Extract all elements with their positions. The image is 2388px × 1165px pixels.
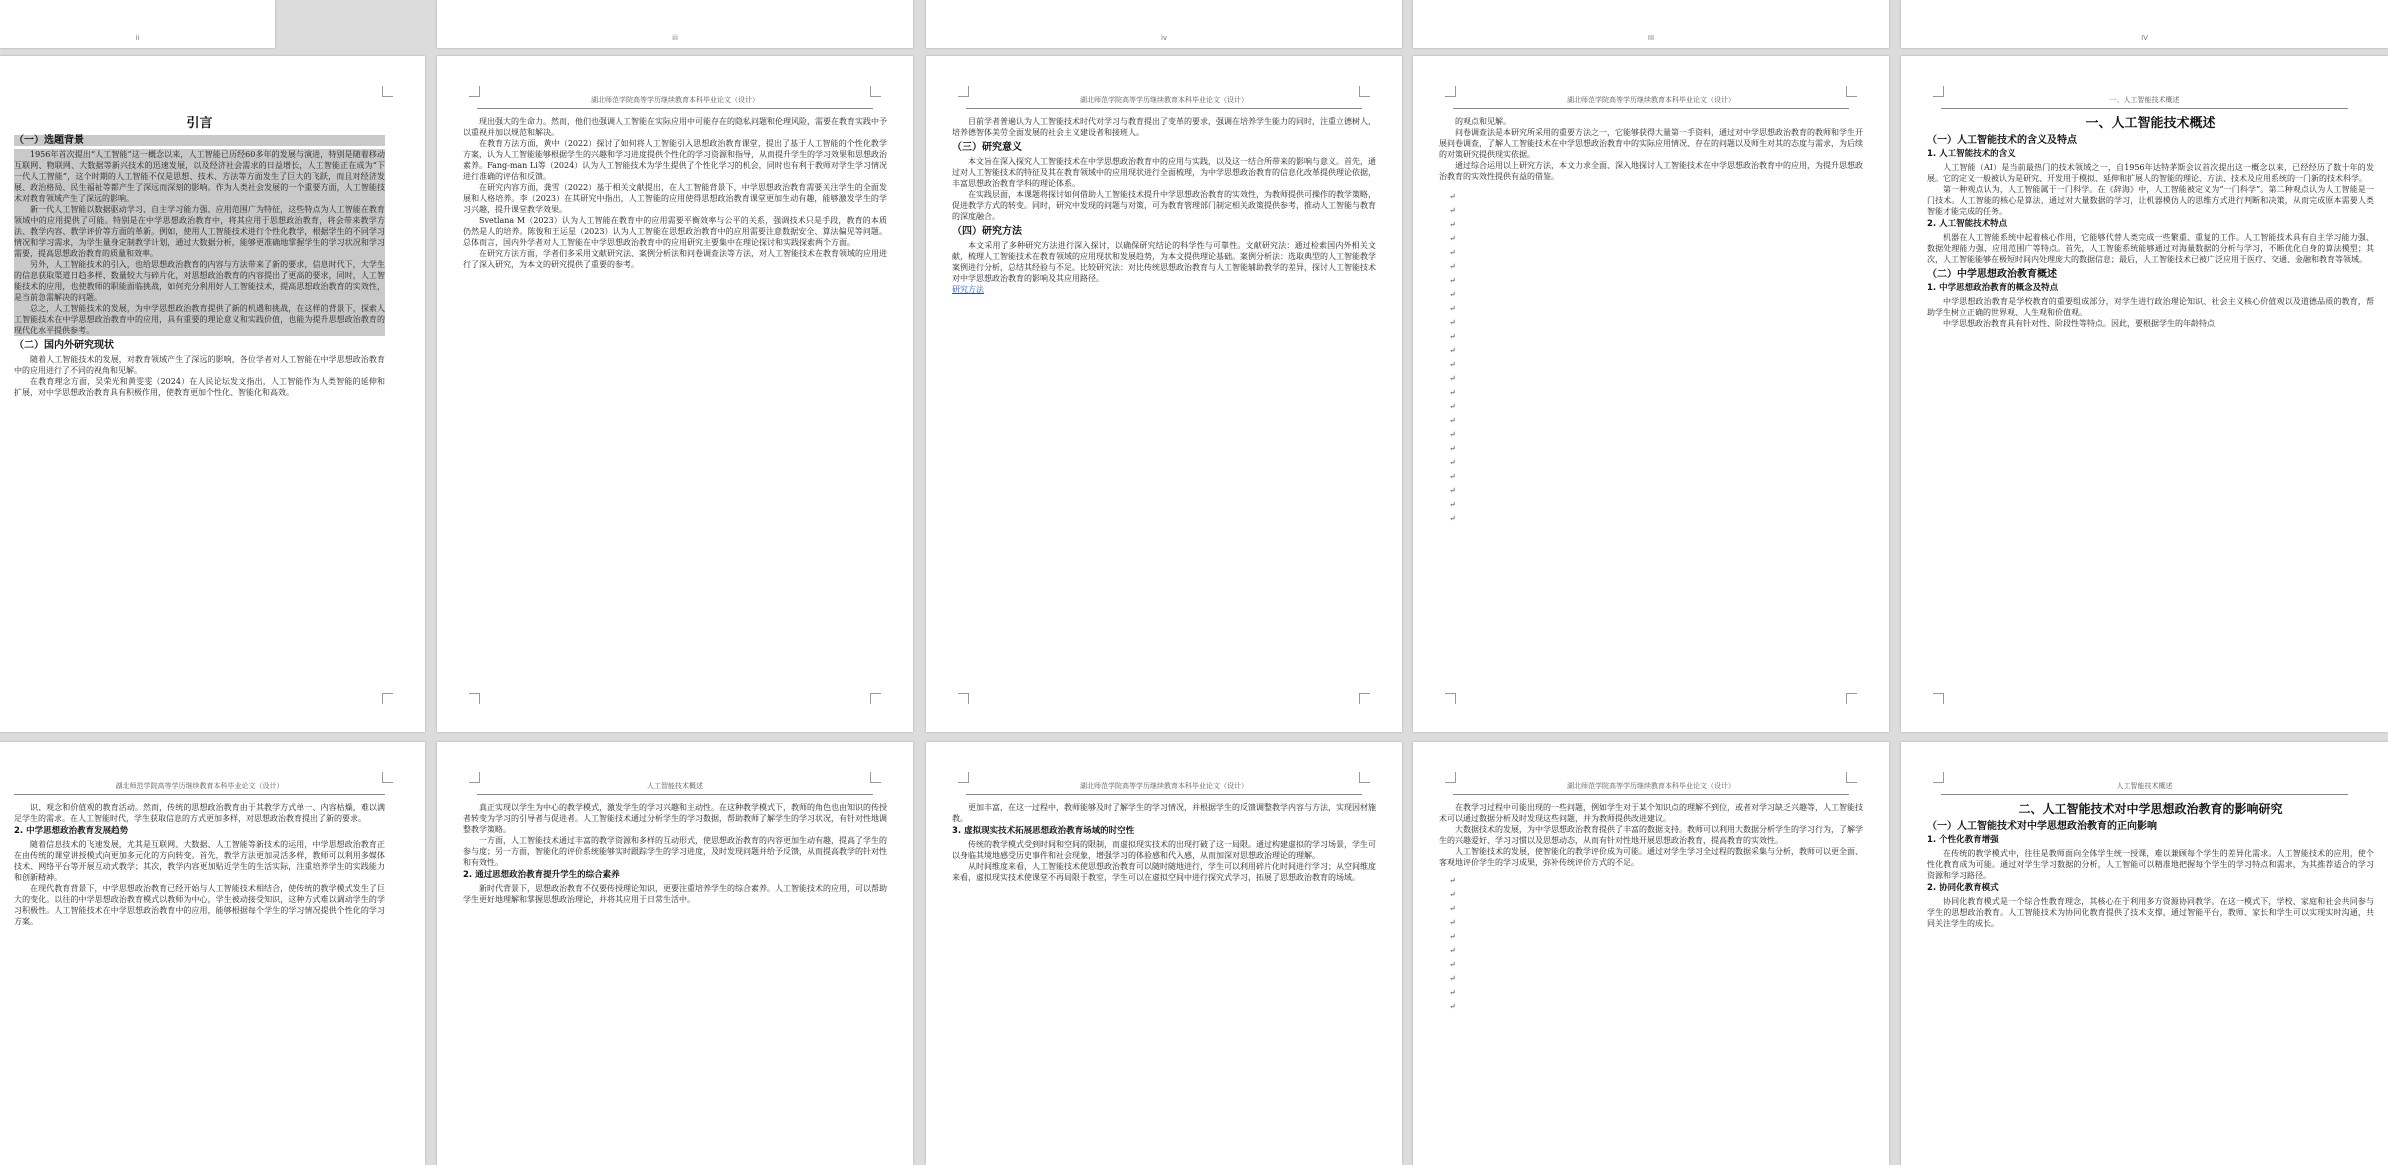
paragraph: 在现代教育背景下，中学思想政治教育已经开始与人工智能技术相结合，使传统的教学模式发生了巨大的变化。以往的中学思想政治教育模式以教师为中心，学生被动接受知识，这种方式难以调动学生的学习积极性。人工智能技术在中学思想政治教育中的应用，能够根据每个学生的学习情况提供个性化的学习方案。: [14, 884, 385, 926]
paragraph: 1956年首次提出“人工智能”这一概念以来，人工智能已历经60多年的发展与演进，特别是随着移动互联网、物联网、大数据等新兴技术的迅速发展，以及经济社会需求的日益增长，人工智能正在成为“下一代人工智能”，这个时期的人工智能不仅是思想、技术、方法等方面发生了巨大的飞跃，而且对经济发展、政治格局、民生福祉等都产生了深远而深刻的影响。作为人类社会发展的一个重要方面，人工智能技术对教育领域产生了深远的影响。: [14, 150, 385, 203]
empty-paragraph-marks: ↵ ↵ ↵ ↵ ↵ ↵ ↵ ↵ ↵ ↵ ↵ ↵ ↵ ↵ ↵ ↵ ↵ ↵ ↵ ↵ ↵ ↵ ↵ ↵: [1449, 192, 1456, 523]
page-number: III: [1647, 34, 1655, 42]
section-heading: （一）人工智能技术对中学思想政治教育的正向影响: [1927, 821, 2157, 832]
page-body[interactable]: [14, 802, 385, 1165]
page-header: 人工智能技术概述: [477, 780, 873, 795]
paragraph: 机器在人工智能系统中起着核心作用，它能够代替人类完成一些繁重、重复的工作。人工智能技术具有自主学习能力强、数据处理能力强、应用范围广等特点。首先，人工智能系统能够通过对海量数据的分析与学习，不断优化自身的算法模型；其次，人工智能能够在极短时间内处理庞大的数据信息；最后，人工智能技术已被广泛应用于医疗、交通、金融和教育等领域。: [1927, 233, 2374, 264]
paragraph: 随着信息技术的飞速发展，尤其是互联网、大数据、人工智能等新技术的运用，中学思想政治教育正在由传统的课堂讲授模式向更加多元化的方向转变。首先，教学方法更加灵活多样，教师可以利用多媒体技术、网络平台等开展互动式教学；其次，教学内容更加贴近学生的生活实际，注重培养学生的实践能力和创新精神。: [14, 840, 385, 882]
page-top-1: [0, 0, 275, 48]
paragraph: 第一种观点认为，人工智能属于一门科学。在《辞海》中，人工智能被定义为“一门科学”。第二种观点认为人工智能是一门技术。人工智能的核心是算法，通过对大量数据的学习，让机器模仿人的思维方式进行判断和决策，从而完成原本需要人类智能才能完成的任务。: [1927, 185, 2374, 216]
page-body[interactable]: [952, 116, 1376, 698]
page-body[interactable]: [14, 116, 385, 698]
subsection-heading: 1. 人工智能技术的含义: [1927, 149, 2016, 159]
section-heading: （二）国内外研究现状: [14, 340, 114, 351]
paragraph: 在研究内容方面，龚雪（2022）基于相关文献提出，在人工智能背景下，中学思想政治教育需要关注学生的全面发展和人格培养。李（2023）在其研究中指出，人工智能的应用使得思想政治教育课堂更加生动有趣，能够激发学生的学习兴趣，提升课堂教学效果。: [463, 183, 887, 214]
document-page[interactable]: [926, 742, 1402, 1165]
section-title: 二、人工智能技术对中学思想政治教育的影响研究: [2018, 802, 2283, 816]
section-heading: （二）中学思想政治教育概述: [1927, 269, 2057, 280]
page-header: 湖北师范学院高等学历继续教育本科毕业论文（设计）: [477, 94, 873, 109]
section-heading: （三）研究意义: [952, 142, 1022, 153]
page-number: iv: [1160, 34, 1168, 42]
page-header: 湖北师范学院高等学历继续教育本科毕业论文（设计）: [1453, 780, 1849, 795]
section-title: 一、人工智能技术概述: [2085, 116, 2216, 131]
paragraph: 目前学者普遍认为人工智能技术时代对学习与教育提出了变革的要求，强调在培养学生能力的同时，注重立德树人，培养德智体美劳全面发展的社会主义建设者和接班人。: [952, 117, 1376, 137]
page-body[interactable]: [463, 116, 887, 698]
paragraph: 在教学习过程中可能出现的一些问题，例如学生对于某个知识点的理解不到位，或者对学习缺乏兴趣等，人工智能技术可以通过数据分析及时发现这些问题，并为教师提供改进建议。: [1439, 803, 1863, 823]
subsection-heading: 2. 人工智能技术特点: [1927, 219, 2008, 229]
page-body[interactable]: [463, 802, 887, 1165]
document-page[interactable]: [1413, 742, 1889, 1165]
page-body[interactable]: [1927, 116, 2374, 698]
page-body[interactable]: [1927, 802, 2374, 1165]
paragraph: 在实践层面，本课题将探讨如何借助人工智能技术提升中学思想政治教育的实效性，为教师提供可操作的教学策略，促进教学方式的转变。同时，研究中发现的问题与对策，可为教育管理部门制定相关政策提供参考，推动人工智能与教育的深度融合。: [952, 190, 1376, 221]
page-body[interactable]: [1439, 802, 1863, 1165]
paragraph: 问卷调查法是本研究所采用的重要方法之一，它能够获得大量第一手资料，通过对中学思想政治教育的教师和学生开展问卷调查，了解人工智能技术在中学思想政治教育中的实际应用情况、存在的问题以及师生对其的态度与需求，为后续的对策研究提供现实依据。: [1439, 128, 1863, 159]
paragraph: 本文采用了多种研究方法进行深入探讨，以确保研究结论的科学性与可靠性。文献研究法：通过检索国内外相关文献，梳理人工智能技术在教育领域的应用现状和发展趋势，为本文提供理论基础。案例分析法：选取典型的人工智能教学案例进行分析，总结其经验与不足。比较研究法：对比传统思想政治教育与人工智能辅助教学的差异，探讨人工智能技术对中学思想政治教育的影响及其应用路径。: [952, 241, 1376, 283]
hyperlink[interactable]: 研究方法: [952, 285, 984, 294]
paragraph: 新一代人工智能以数据驱动学习、自主学习能力强、应用范围广为特征，这些特点为人工智能在教育领域中的应用提供了可能。特别是在中学思想政治教育中，将其应用于思想政治教育，将会带来教学方法、教学内容、教学评价等方面的革新。例如，使用人工智能技术进行个性化教学，根据学生的不同学习情况和学习需求，为学生量身定制教学计划，通过大数据分析，能够更准确地掌握学生的学习状况和学习需要，提高思想政治教育的质量和效率。: [14, 205, 385, 258]
section-heading: （四）研究方法: [952, 226, 1022, 237]
paragraph: 在传统的教学模式中，往往是教师面向全体学生统一授课，难以兼顾每个学生的差异化需求。人工智能技术的应用，使个性化教育成为可能。通过对学生学习数据的分析，人工智能可以精准地把握每个学生的学习特点和需求，为其推荐适合的学习资源和学习路径。: [1927, 849, 2374, 880]
document-page[interactable]: [1413, 56, 1889, 732]
paragraph: 传统的教学模式受到时间和空间的限制，而虚拟现实技术的出现打破了这一局限。通过构建虚拟的学习场景，学生可以身临其境地感受历史事件和社会现象，增强学习的体验感和代入感，从而加深对思想政治理论的理解。: [952, 840, 1376, 860]
paragraph: 大数据技术的发展，为中学思想政治教育提供了丰富的数据支持。教师可以利用大数据分析学生的学习行为，了解学生的兴趣爱好、学习习惯以及思想动态，从而有针对性地开展思想政治教育，提高教育的实效性。: [1439, 825, 1863, 845]
paragraph: 在教育方法方面，黄中（2022）探讨了如何将人工智能引入思想政治教育课堂，提出了基于人工智能的个性化教学方案，认为人工智能能够根据学生的兴趣和学习进度提供个性化的学习资源和指导，从而提升学生的学习效果和思想政治素养。Fang-man Li等（2024）认为人工智能技术为学生提供了个性化学习的机会，同时也有利于教师对学生学习情况进行准确的评估和反馈。: [463, 139, 887, 181]
page-header: 人工智能技术概述: [1941, 780, 2348, 795]
paragraph: 协同化教育模式是一个综合性教育理念，其核心在于利用多方资源协同教学。在这一模式下，学校、家庭和社会共同参与学生的思想政治教育。人工智能技术为协同化教育提供了技术支撑，通过智能平台，教师、家长和学生可以实现实时沟通，共同关注学生的成长。: [1927, 897, 2374, 928]
page-body[interactable]: [952, 802, 1376, 1165]
page-body[interactable]: [1439, 116, 1863, 698]
document-page[interactable]: [0, 742, 425, 1165]
paragraph: 通过综合运用以上研究方法，本文力求全面、深入地探讨人工智能技术在中学思想政治教育中的应用，为提升思想政治教育的实效性提供有益的借鉴。: [1439, 161, 1863, 181]
paragraph: 一方面，人工智能技术通过丰富的教学资源和多样的互动形式，使思想政治教育的内容更加生动有趣，提高了学生的参与度；另一方面，智能化的评价系统能够实时跟踪学生的学习进度，及时发现问题并给予反馈，从而提高教学的针对性和有效性。: [463, 836, 887, 867]
paragraph: 识、观念和价值观的教育活动。然而，传统的思想政治教育由于其教学方式单一、内容枯燥，难以满足学生的需求。在人工智能时代，学生获取信息的方式更加多样，对思想政治教育提出了新的要求。: [14, 803, 385, 823]
paragraph: 总之，人工智能技术的发展，为中学思想政治教育提供了新的机遇和挑战，在这样的背景下，探索人工智能技术在中学思想政治教育中的应用，具有重要的理论意义和实践价值，也能为提升思想政治教育的现代化水平提供参考。: [14, 304, 385, 335]
paragraph: 从时间维度来看，人工智能技术使思想政治教育可以随时随地进行，学生可以利用碎片化时间进行学习；从空间维度来看，虚拟现实技术使课堂不再局限于教室，学生可以在虚拟空间中进行探究式学习，拓展了思想政治教育的场域。: [952, 862, 1376, 882]
subsection-heading: 1. 中学思想政治教育的概念及特点: [1927, 283, 2059, 293]
page-header: 一、人工智能技术概述: [1941, 94, 2348, 109]
paragraph: Svetlana M（2023）认为人工智能在教育中的应用需要平衡效率与公平的关系，强调技术只是手段，教育的本质仍然是人的培养。陈俊和王运星（2023）认为人工智能在思想政治教育中的应用需要注意数据安全、算法偏见等问题。总体而言，国内外学者对人工智能在中学思想政治教育中的应用研究主要集中在理论探讨和实践探索两个方面。: [463, 216, 887, 247]
document-page[interactable]: [1901, 56, 2388, 732]
paragraph: 人工智能技术的发展，使智能化的教学评价成为可能。通过对学生学习全过程的数据采集与分析，教师可以更全面、客观地评价学生的学习成果，弥补传统评价方式的不足。: [1439, 847, 1863, 867]
subsection-heading: 1. 个性化教育增强: [1927, 835, 1999, 845]
section-heading: （一）人工智能技术的含义及特点: [1927, 135, 2077, 146]
subsection-heading: 2. 通过思想政治教育提升学生的综合素养: [463, 870, 620, 880]
paragraph: 人工智能（AI）是当前最热门的技术领域之一，自1956年达特茅斯会议首次提出这一概念以来，已经经历了数十年的发展。它的定义一般被认为是研究、开发用于模拟、延伸和扩展人的智能的理论、方法、技术及应用系统的一门新的技术科学。: [1927, 163, 2374, 183]
paragraph: 新时代背景下，思想政治教育不仅要传授理论知识，更要注重培养学生的综合素养。人工智能技术的应用，可以帮助学生更好地理解和掌握思想政治理论，并将其应用于日常生活中。: [463, 884, 887, 904]
paragraph: 的观点和见解。: [1455, 117, 1511, 126]
section-heading: （一）选题背景: [14, 135, 385, 146]
document-page[interactable]: [437, 742, 913, 1165]
paragraph: 在教育理念方面，吴荣光和黄雯雯（2024）在人民论坛发文指出，人工智能作为人类智能的延伸和扩展，对中学思想政治教育具有积极作用，使教育更加个性化、智能化和高效。: [14, 377, 385, 397]
section-title: 引言: [186, 116, 213, 131]
page-number: IV: [2141, 34, 2148, 42]
paragraph: 在研究方法方面，学者们多采用文献研究法、案例分析法和问卷调查法等方法，对人工智能技术在教育领域的应用进行了深入研究，为本文的研究提供了重要的参考。: [463, 249, 887, 269]
document-page[interactable]: [926, 56, 1402, 732]
page-header: 湖北师范学院高等学历继续教育本科毕业论文（设计）: [966, 94, 1362, 109]
subsection-heading: 2. 协同化教育模式: [1927, 883, 1999, 893]
document-page[interactable]: [437, 56, 913, 732]
page-header: 湖北师范学院高等学历继续教育本科毕业论文（设计）: [1453, 94, 1849, 109]
page-header: 湖北师范学院高等学历继续教育本科毕业论文（设计）: [966, 780, 1362, 795]
document-page[interactable]: [1901, 742, 2388, 1165]
paragraph: 本文旨在深入探究人工智能技术在中学思想政治教育中的应用与实践，以及这一结合所带来的影响与意义。首先，通过对人工智能技术的特征及其在教育领域中的应用现状进行全面梳理，为中学思想政治教育的信息化改革提供理论依据，丰富思想政治教育学科的理论体系。: [952, 157, 1376, 188]
page-header: 湖北师范学院高等学历继续教育本科毕业论文（设计）: [14, 780, 385, 795]
page-top-5: [1901, 0, 2388, 48]
paragraph: 另外，人工智能技术的引入，也给思想政治教育的内容与方法带来了新的要求，信息时代下，大学生的信息获取渠道日趋多样、数量较大与碎片化，对思想政治教育的内容提出了更高的要求，同时，人工智能技术的应用，也使教师的职能面临挑战，如何充分利用好人工智能技术，提高思想政治教育的实效性，是当前急需解决的问题。: [14, 260, 385, 302]
page-top-2: [437, 0, 913, 48]
page-number: iii: [672, 34, 678, 42]
paragraph: 中学思想政治教育具有针对性、阶段性等特点。因此，要根据学生的年龄特点: [1943, 319, 2215, 328]
paragraph: 真正实现以学生为中心的教学模式，激发学生的学习兴趣和主动性。在这种教学模式下，教师的角色也由知识的传授者转变为学习的引导者与促进者。人工智能技术通过分析学生的学习数据，帮助教师了解学生的学习状况，有针对性地调整教学策略。: [463, 803, 887, 834]
paragraph: 更加丰富，在这一过程中，教师能够及时了解学生的学习情况，并根据学生的反馈调整教学内容与方法，实现因材施教。: [952, 803, 1376, 823]
document-page[interactable]: [0, 56, 425, 732]
paragraph: [952, 284, 1376, 295]
empty-paragraph-marks: ↵ ↵ ↵ ↵ ↵ ↵ ↵ ↵ ↵ ↵: [1449, 876, 1456, 1011]
paragraph: 现出强大的生命力。然而，他们也强调人工智能在实际应用中可能存在的隐私问题和伦理风险，需要在教育实践中予以重视并加以规范和解决。: [463, 117, 887, 137]
page-top-3: [926, 0, 1402, 48]
page-top-4: [1413, 0, 1889, 48]
page-number: ii: [135, 34, 140, 42]
subsection-heading: 2. 中学思想政治教育发展趋势: [14, 826, 129, 836]
paragraph: 中学思想政治教育是学校教育的重要组成部分，对学生进行政治理论知识、社会主义核心价值观以及道德品质的教育，帮助学生树立正确的世界观、人生观和价值观。: [1927, 297, 2374, 317]
paragraph: 随着人工智能技术的发展，对教育领域产生了深远的影响，各位学者对人工智能在中学思想政治教育中的应用进行了不同的视角和见解。: [14, 355, 385, 375]
subsection-heading: 3. 虚拟现实技术拓展思想政治教育场域的时空性: [952, 826, 1135, 836]
